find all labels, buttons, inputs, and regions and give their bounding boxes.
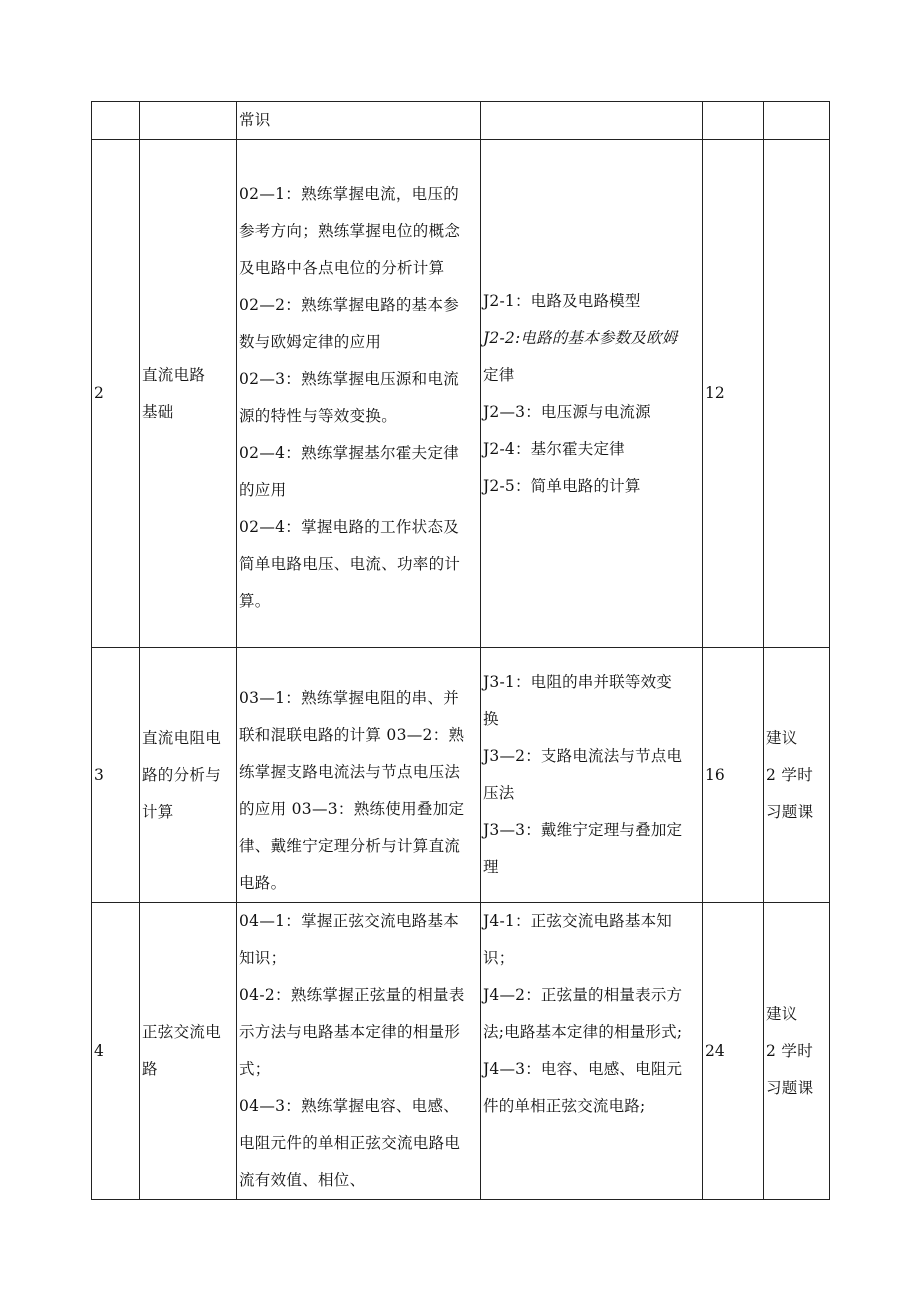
topic-line: 直流电路 [142, 365, 206, 384]
content-line: J4—3：电容、电感、电阻元 [483, 1060, 683, 1078]
objective-line: 源的特性与等效变换。 [239, 406, 398, 425]
content-line: J3—3：戴维宁定理与叠加定 [483, 821, 683, 839]
objectives-cell [237, 903, 481, 1200]
content-line: 理 [483, 858, 499, 876]
objectives-cell [237, 102, 481, 140]
table-row [92, 648, 830, 903]
note-line: 2 学时 [766, 1041, 813, 1060]
content-cell [481, 140, 703, 648]
topic-cell [140, 102, 237, 140]
content-line: J2-2:电路的基本参数及欧姆 [483, 328, 678, 347]
content-line: J3—2：支路电流法与节点电 [483, 747, 683, 765]
topic-line: 正弦交流电 [142, 1023, 222, 1041]
objective-line: 律、戴维宁定理分析与计算直流 [239, 837, 461, 855]
objective-line: 02—2：熟练掌握电路的基本参 [239, 295, 460, 314]
note-line: 建议 [766, 1004, 798, 1023]
objective-line: 04—3：熟练掌握电容、电感、 [239, 1097, 460, 1115]
objective-line: 04—1：掌握正弦交流电路基本 [239, 912, 460, 930]
content-line: 定律 [483, 365, 515, 384]
objective-line: 04-2：熟练掌握正弦量的相量表 [239, 986, 465, 1004]
row-number-cell: 4 [92, 903, 140, 1200]
note-cell [764, 648, 830, 903]
hours-cell: 24 [703, 903, 764, 1200]
topic-line: 直流电阻电 [142, 728, 222, 747]
objective-line: 联和混联电路的计算 03—2：熟 [239, 726, 465, 744]
course-schedule-table [91, 101, 830, 1200]
objective-line: 练掌握支路电流法与节点电压法 [239, 763, 461, 781]
hours-cell: 16 [703, 648, 764, 903]
note-line: 习题课 [766, 1078, 814, 1097]
objective-line: 电路。 [239, 874, 287, 892]
note-cell [764, 102, 830, 140]
objective-line: 示方法与电路基本定律的相量形 [239, 1023, 461, 1041]
content-cell [481, 903, 703, 1200]
row-number-cell [92, 102, 140, 140]
topic-cell [140, 140, 237, 648]
hours-cell [703, 102, 764, 140]
content-line: J2—3：电压源与电流源 [483, 402, 651, 421]
table-row [92, 140, 830, 648]
content-line: J4-1：正弦交流电路基本知 [483, 912, 672, 930]
hours-cell: 12 [703, 140, 764, 648]
objective-line: 02—4：熟练掌握基尔霍夫定律 [239, 443, 460, 462]
topic-line: 路 [142, 1060, 158, 1078]
content-line: 换 [483, 710, 499, 728]
content-line: 法;电路基本定律的相量形式; [483, 1023, 683, 1041]
objective-line: 常识 [239, 111, 271, 129]
row-number-cell: 3 [92, 648, 140, 903]
topic-line: 计算 [142, 802, 174, 821]
topic-cell [140, 903, 237, 1200]
topic-line: 路的分析与 [142, 765, 222, 784]
content-cell [481, 648, 703, 903]
objective-line: 电阻元件的单相正弦交流电路电 [239, 1134, 461, 1152]
content-line: 压法 [483, 784, 515, 802]
note-line: 习题课 [766, 802, 814, 821]
note-cell [764, 903, 830, 1200]
note-line: 2 学时 [766, 765, 813, 784]
objectives-cell [237, 140, 481, 648]
objectives-cell [237, 648, 481, 903]
objective-line: 知识； [239, 949, 287, 967]
topic-line: 基础 [142, 402, 174, 421]
objective-line: 式； [239, 1060, 271, 1078]
content-line: 识； [483, 949, 515, 967]
objective-line: 的应用 03—3：熟练使用叠加定 [239, 800, 465, 818]
objective-line: 03—1：熟练掌握电阻的串、并 [239, 689, 460, 707]
objective-line: 的应用 [239, 480, 287, 499]
content-line: J3-1：电阻的串并联等效变 [483, 673, 672, 691]
objective-line: 02—3：熟练掌握电压源和电流 [239, 369, 460, 388]
note-cell [764, 140, 830, 648]
objective-line: 算。 [239, 591, 271, 610]
objective-line: 02—1：熟练掌握电流，电压的 [239, 184, 460, 203]
content-cell [481, 102, 703, 140]
content-line: 件的单相正弦交流电路; [483, 1097, 646, 1115]
content-line: J4—2：正弦量的相量表示方 [483, 986, 683, 1004]
objective-line: 数与欧姆定律的应用 [239, 332, 382, 351]
table-row [92, 102, 830, 140]
topic-cell [140, 648, 237, 903]
row-number-cell: 2 [92, 140, 140, 648]
content-line: J2-4：基尔霍夫定律 [483, 439, 625, 458]
objective-line: 参考方向；熟练掌握电位的概念 [239, 221, 461, 240]
objective-line: 及电路中各点电位的分析计算 [239, 258, 445, 277]
content-line: J2-1：电路及电路模型 [483, 291, 641, 310]
objective-line: 简单电路电压、电流、功率的计 [239, 554, 461, 573]
objective-line: 流有效值、相位、 [239, 1171, 366, 1189]
note-line: 建议 [766, 728, 798, 747]
table-row [92, 903, 830, 1200]
content-line: J2-5：简单电路的计算 [483, 476, 641, 495]
objective-line: 02—4：掌握电路的工作状态及 [239, 517, 460, 536]
